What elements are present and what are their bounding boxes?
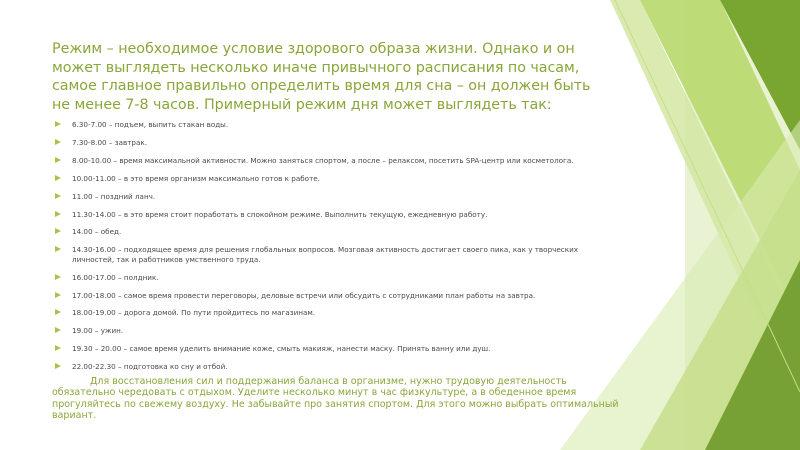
schedule-item <box>55 245 615 264</box>
bullet-arrow-icon <box>55 139 61 145</box>
bullet-arrow-icon <box>55 345 61 351</box>
schedule-item <box>55 344 615 353</box>
bullet-arrow-icon <box>55 363 61 369</box>
schedule-item <box>55 192 615 201</box>
bullet-arrow-icon <box>55 228 61 234</box>
schedule-item <box>55 227 615 236</box>
schedule-item-text: 17.00-18.00 – самое время провести переговоры, деловые встречи или обсудить с сотрудниками план работы на завтра. <box>72 290 536 300</box>
schedule-item-text: 14.30-16.00 – подходящее время для решения глобальных вопросов. Мозговая активность достигает своего пика, как у творческих личностей, так и работников умственного труда. <box>72 245 579 264</box>
bullet-arrow-icon <box>55 327 61 333</box>
schedule-item <box>55 174 615 183</box>
schedule-item-text: 22.00-22.30 – подготовка ко сну и отбой. <box>72 362 228 372</box>
schedule-item <box>55 156 615 165</box>
bullet-arrow-icon <box>55 246 61 252</box>
schedule-item <box>55 120 615 129</box>
schedule-item-text: 11.30-14.00 – в это время стоит поработать в спокойном режиме. Выполнить текущую, ежедневную работу. <box>72 209 488 219</box>
closing-paragraph-text: Для восстановления сил и поддержания баланса в организме, нужно трудовую деятельность обязательно чередовать с отдыхом. Уделите несколько минут в час физкультуре, а в обеденное время прогуляйтесь по свежему воздуху. Не забывайте про занятия спортом. Для этого можно выбрать оптимальный вариант. <box>52 376 619 421</box>
schedule-item-text: 19.00 – ужин. <box>72 326 124 336</box>
schedule-item <box>55 362 615 371</box>
schedule-item-text: 18.00-19.00 – дорога домой. По пути пройдитесь по магазинам. <box>72 308 316 318</box>
schedule-item-text: 11.00 – поздний ланч. <box>72 191 156 201</box>
schedule-item-text: 8.00-10.00 – время максимальной активности. Можно заняться спортом, а после – релаксом, посетить SPA-центр или косметолога. <box>72 155 574 165</box>
schedule-item-text: 14.00 – обед. <box>72 227 122 237</box>
schedule-item <box>55 308 615 317</box>
slide-title: Режим – необходимое условие здорового образа жизни. Однако и он может выглядеть несколько иначе привычного расписания по часам, самое главное правильно определить время для сна – он должен быть не менее 7-8 часов. Примерный режим дня может выглядеть так: <box>52 41 591 113</box>
schedule-item-text: 10.00-11.00 – в это время организм максимально готов к работе. <box>72 173 320 183</box>
schedule-item <box>55 273 615 282</box>
schedule-item-text: 6.30-7.00 – подъем, выпить стакан воды. <box>72 120 229 129</box>
closing-paragraph <box>52 376 622 421</box>
schedule-item-text: 7.30-8.00 – завтрак. <box>72 137 148 147</box>
bullet-arrow-icon <box>55 121 61 127</box>
bullet-arrow-icon <box>55 274 61 280</box>
bullet-arrow-icon <box>55 193 61 199</box>
bullet-arrow-icon <box>55 211 61 217</box>
schedule-item <box>55 291 615 300</box>
bullet-arrow-icon <box>55 292 61 298</box>
schedule-list <box>55 120 615 380</box>
schedule-item <box>55 210 615 219</box>
schedule-item <box>55 326 615 335</box>
bullet-arrow-icon <box>55 175 61 181</box>
bullet-arrow-icon <box>55 157 61 163</box>
schedule-item-text: 19.30 – 20.00 – самое время уделить внимание коже, смыть макияж, нанести маску. Принять ванну или душ. <box>72 344 491 354</box>
schedule-item-text: 16.00-17.00 – полдник. <box>72 272 159 282</box>
schedule-item <box>55 138 615 147</box>
bullet-arrow-icon <box>55 309 61 315</box>
